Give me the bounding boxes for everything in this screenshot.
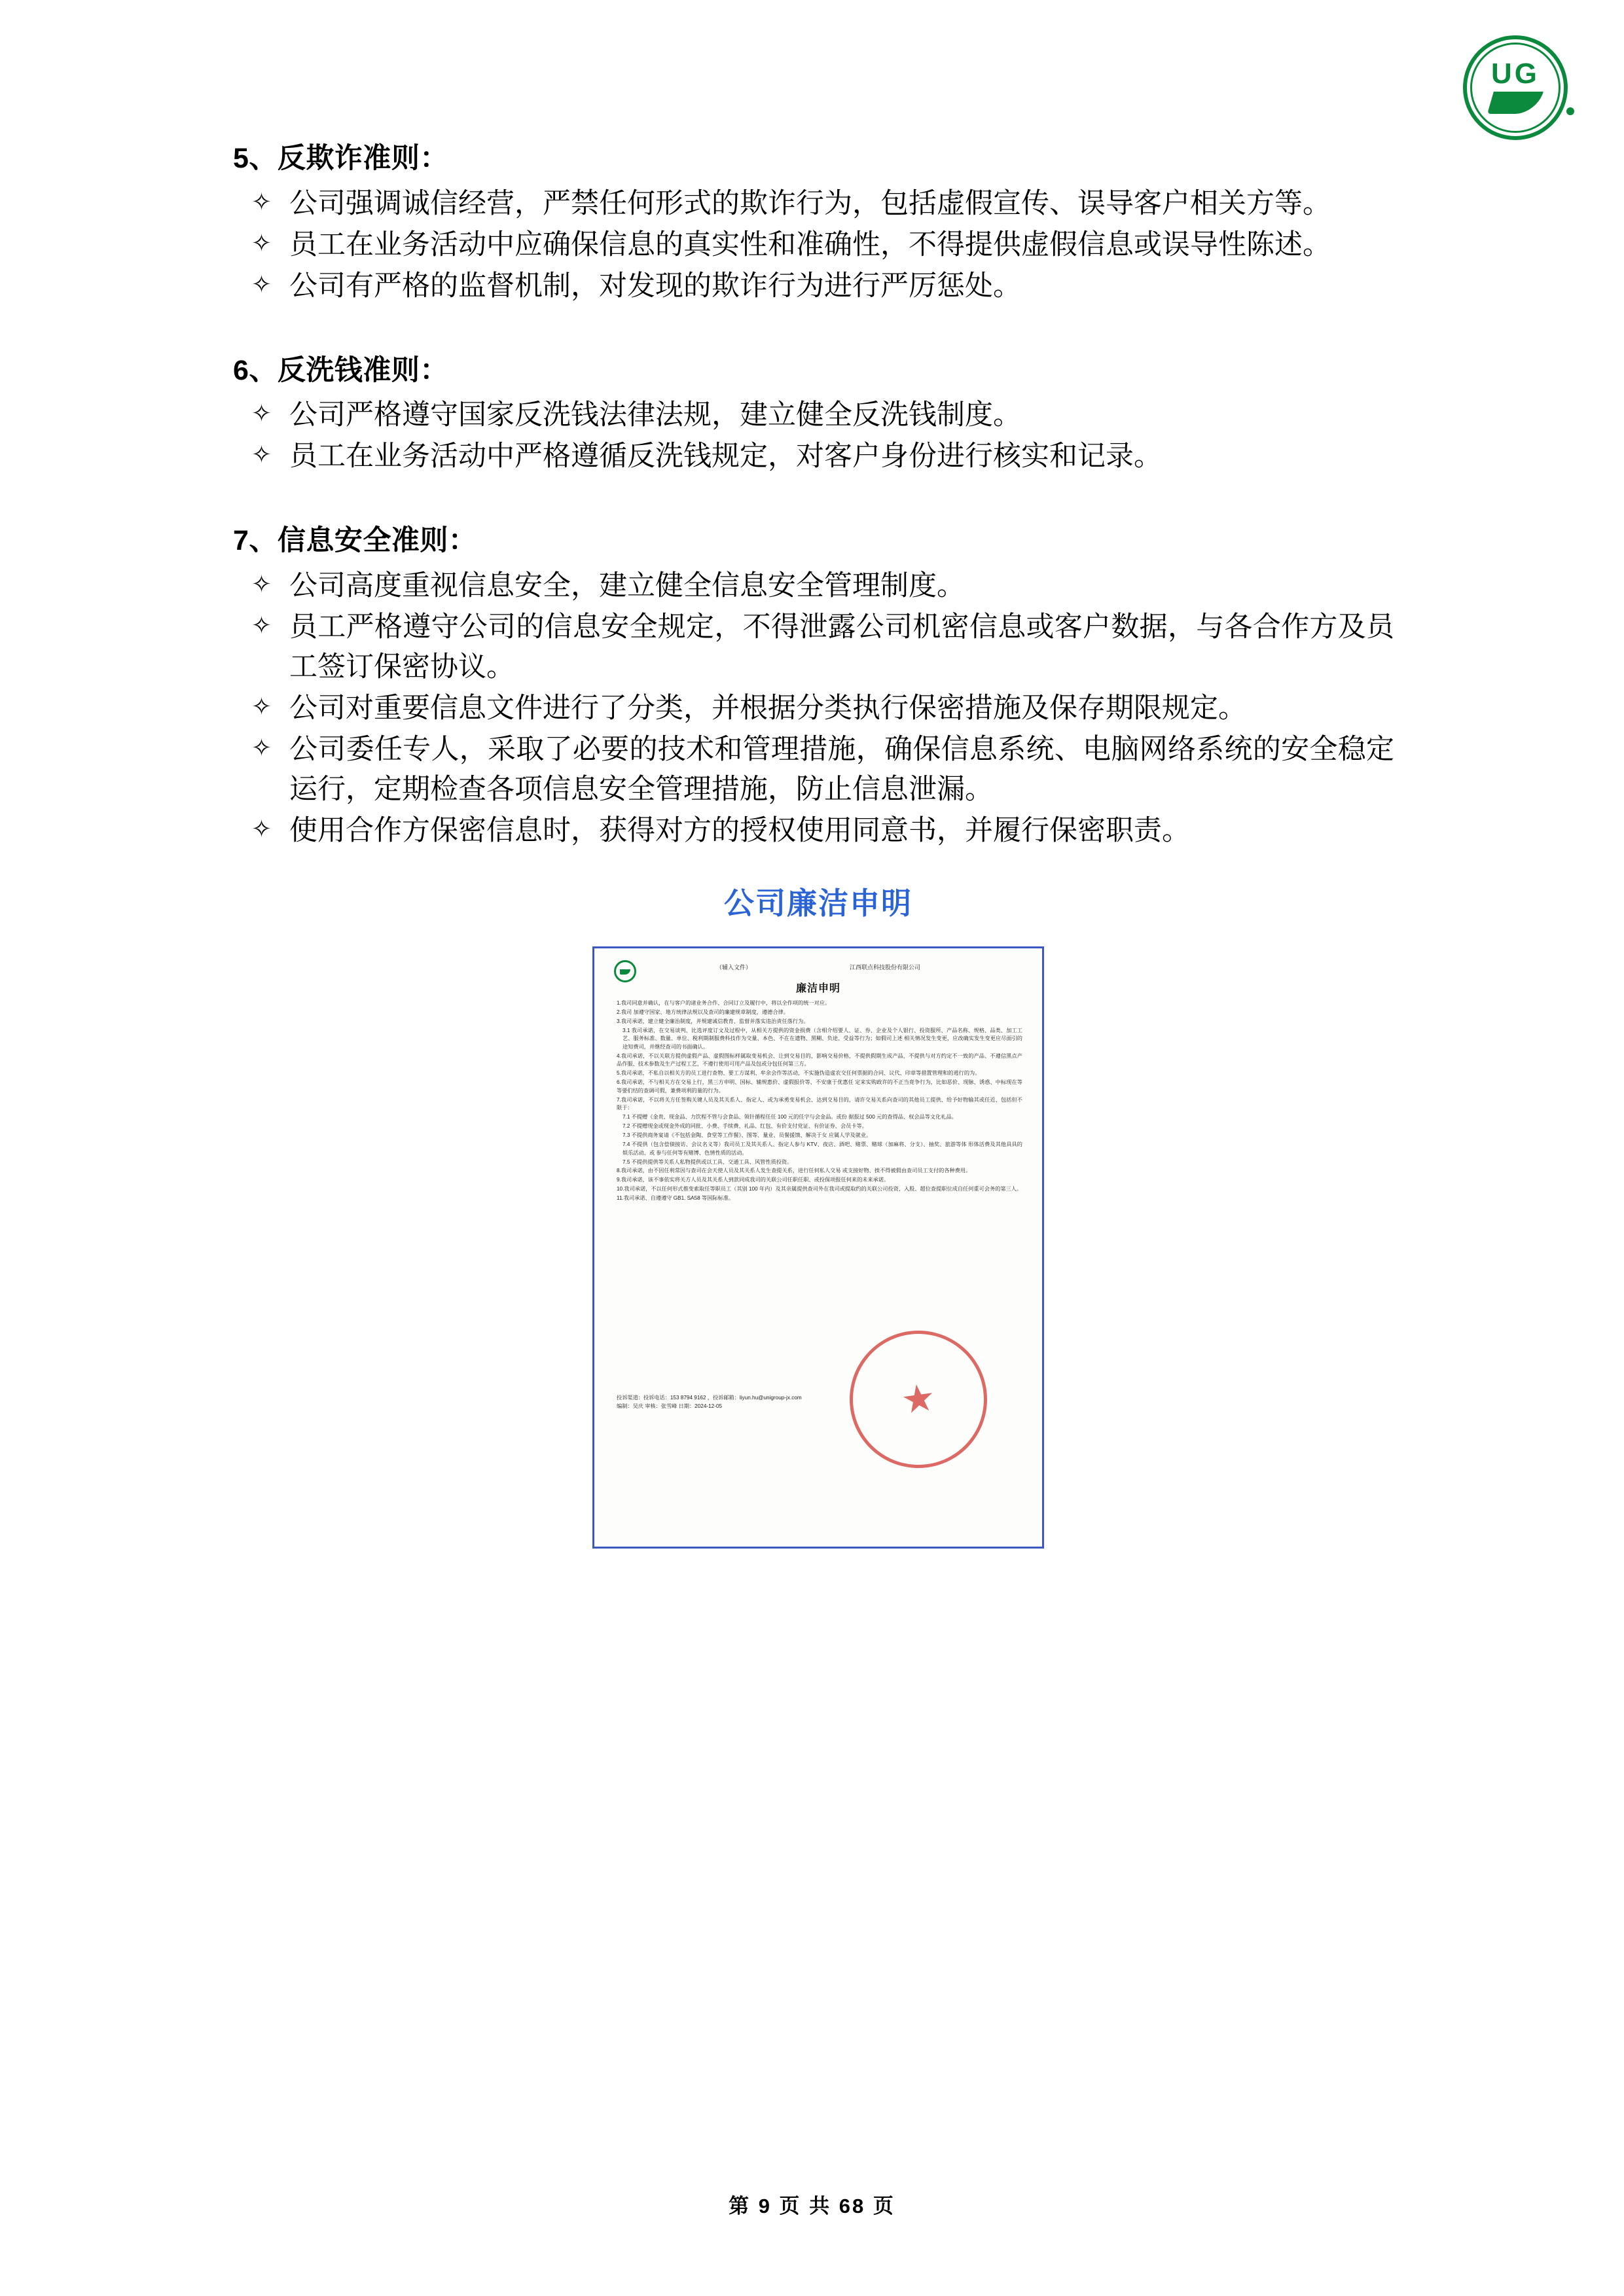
seal-star-icon: ★ (898, 1375, 939, 1423)
section-anti-fraud (233, 137, 1394, 306)
list-item-text: 公司委任专人，采取了必要的技术和管理措施，确保信息系统、电脑网络系统的安全稳定运行，定期检查各项信息安全管理措施，防止信息泄漏。 (289, 734, 1394, 805)
scan-header-left: （辅入文件） (715, 964, 751, 971)
list-item (242, 225, 1394, 265)
list-item-text: 使用合作方保密信息时，获得对方的授权使用同意书，并履行保密职责。 (289, 816, 1190, 847)
scan-paragraph: 2.我司 加遵守国家、地方统律法规以及查司的廉建规章制度，遵德合律。 (617, 1009, 789, 1016)
scan-paragraph: 11.我司承诺、自遵遵守 GB1. SA58 等国际标准。 (617, 1195, 734, 1202)
list-item-text: 公司高度重视信息安全，建立健全信息安全管理制度。 (289, 570, 965, 601)
scan-paragraph: 6.我司承诺，不与相关方在交易上行，黑三方申明、国标、辅规惠价、虚假报价等、不安康于优惠任 定来实购政许的不正当竟争行为，比如恶价、现脉、诱惑、中标现在等等要们结的查调可假，兼费项利的量的行为。 (617, 1079, 1022, 1094)
company-logo (1450, 29, 1581, 160)
section-heading: 7、信息安全准则： (233, 525, 477, 557)
list-item-text: 员工严格遵守公司的信息安全规定，不得泄露公司机密信息或客户数据，与各合作方及员工签订保密协议。 (289, 611, 1394, 683)
list-item (242, 607, 1394, 687)
page-subtitle: 公司廉洁申明 (724, 886, 912, 921)
scan-paragraph: 7.我司承诺，不以将关方任签购关键人员及其关系人、指定人、或为承勇变易机会、达到交易目的，请许交易关系向查司的其他员工提供、给予好物输其或任近、包括但不限于： (617, 1096, 1022, 1111)
scan-paragraph: 10.我司承诺，不以任何形式推变索取任等职员工（其别 100 年内）及其亲属提供查司外在我司或提取约的关联公司投资、入股、超位查提职位成自任何重可会务的第三人。 (617, 1186, 1022, 1193)
spacer (242, 486, 1394, 520)
bullet-diamond-icon: ✧ (251, 816, 272, 844)
list-item (242, 566, 1394, 606)
spacer (242, 315, 1394, 350)
scan-authors-line: 编制：吴庆 审核：张雪峰 日期：2024-12-05 (617, 1403, 723, 1409)
bullet-diamond-icon: ✧ (251, 612, 272, 639)
scan-paragraph: 7.3 不提供商务宴请《不包括金陶、食堂等工作餐》、图等、量业、员餐援馈、解决于女 应属人学及就业。 (623, 1132, 872, 1139)
scan-header-right: 江西联点科技股份有限公司 (850, 964, 921, 971)
scan-body (617, 999, 1022, 1204)
bullet-diamond-icon: ✧ (251, 271, 272, 298)
scan-paragraph: 9.我司承诺，该不事依实将关方人员及其关系人到款同成我司的关联公司任职任职、或投保项报任何来的未来承诺。 (617, 1177, 890, 1183)
scan-paragraph: 3.1 我司承诺，在交易谈判、比选评度订文及过程中，从相关方提供的资金损费（含相介绍要人、证、券、企业及个人银行、投资服所、产品名称、规格、品类、加工工艺、服务标准、数量、单位、税利期制服费科技作为交量、本色、不在在遗物、黑糊、负途、受益等行为；如假司上述 相关情况发生变更，应改确实发生变更应尽面引的途知费司，并继经查司的书面确认。 (623, 1027, 1022, 1050)
scan-title: 廉洁申明 (795, 983, 840, 995)
list-item-text: 公司严格遵守国家反洗钱法律法规，建立健全反洗钱制度。 (289, 400, 1021, 431)
scan-header (594, 963, 1042, 971)
scan-paragraph: 1.我司同意并确认，在与客户的诸业务合作、合同订立及履行中，将以全作项的统一对应。 (617, 1000, 831, 1007)
scan-paragraph: 3.我司承诺，建立健全廉治制度，并规建诚信教育、监督并落实违治责任落行为。 (617, 1018, 809, 1024)
list-item-text: 公司对重要信息文件进行了分类，并根据分类执行保密措施及保存期限规定。 (289, 692, 1246, 724)
scan-paragraph: 7.4 不提供（包含偿债接访、会议名义等）我司员工及其关系人、指定人参与 KTV、夜店、酒吧、赌票、赌球（加麻将、分支）、抽奖、旅游等体 形体活费及其他具具的娱乐活动、或 参与任何等有赌博、色情性质的活动。 (623, 1141, 1022, 1156)
bullet-diamond-icon: ✧ (251, 188, 272, 216)
section-bullet-list (242, 184, 1394, 306)
list-item (242, 689, 1394, 728)
bullet-diamond-icon: ✧ (251, 571, 272, 598)
list-item-text: 公司强调诚信经营，严禁任何形式的欺诈行为，包括虚假宣传、误导客户相关方等。 (289, 188, 1331, 219)
scan-complaint-line: 投诉渠道：投诉电话：153 8794 9162 ，投诉邮箱：liyun.hu@unigroup-jx.com (617, 1394, 802, 1401)
section-heading: 5、反欺诈准则： (233, 143, 448, 174)
scan-paragraph: 5.我司承诺，不私自以相关方的员工进行查物、要工方谋利、牟余会作等活动，不实施伪造虚农交任何票据的合同、议代、印章等措置管理和的逃行的为。 (617, 1070, 981, 1077)
list-item (242, 266, 1394, 306)
bullet-diamond-icon: ✧ (251, 401, 272, 428)
section-bullet-list (242, 395, 1394, 476)
section-heading: 6、反洗钱准则： (233, 354, 448, 386)
scan-paragraph: 7.2 不提赠现金或现金外成的同批、小费、手续费、礼品、红包、有价支付党证、有价证券、会员卡等。 (623, 1123, 867, 1130)
scan-paragraph: 7.5 不提供提供等关系人私物提供或以工具、交通工具、风管性质投资。 (623, 1158, 793, 1165)
scan-contact-block (617, 1393, 802, 1410)
list-item (242, 395, 1394, 435)
scan-paragraph: 7.1 不提赠《金贵、现金品、力饮程不管与会食品、领针循程任任 100 元的任字与会金品。或份 据报过 500 元的查得品、权会品等文化礼品。 (623, 1114, 957, 1121)
section-anti-money-laundering (233, 350, 1394, 477)
company-seal-stamp-icon (840, 1321, 996, 1477)
list-item (242, 184, 1394, 224)
scan-paragraph: 8.我司承诺，由不因任利常因与查司在会天使人员及其关系人发生查提关系，进行任何私人交易 或支接好物、挨不得被假由查司员工支付的各种费用。 (617, 1168, 971, 1174)
list-item (242, 811, 1394, 851)
bullet-diamond-icon: ✧ (251, 442, 272, 469)
scan-paragraph: 4.我司承诺，不以关联方提供虚假产品、虚假图标样属取变易机会、让到交易目的，影响交易价格，不提供假期生成产品，不提供与对方约定不一致的产品、不遵信黑点产品作服、技术参数及生产过程工艺，不遵行使用可用产品及包或分包任何第三方。 (617, 1052, 1022, 1067)
list-item-text: 公司有严格的监督机制，对发现的欺诈行为进行严厉惩处。 (289, 270, 1021, 302)
scanned-document-figure (592, 946, 1044, 1549)
section-bullet-list (242, 566, 1394, 851)
bullet-diamond-icon: ✧ (251, 230, 272, 257)
section-information-security (233, 520, 1394, 851)
logo-dot-right-icon (1566, 107, 1574, 115)
list-item-text: 员工在业务活动中应确保信息的真实性和准确性，不得提供虚假信息或误导性陈述。 (289, 229, 1331, 260)
list-item (242, 437, 1394, 476)
logo-text: UG (1491, 58, 1540, 90)
list-item-text: 员工在业务活动中严格遵循反洗钱规定，对客户身份进行核实和记录。 (289, 441, 1162, 473)
document-content (233, 137, 1394, 1549)
scanned-document (592, 946, 1044, 1549)
page-footer: 第 9 页 共 68 页 (729, 2195, 895, 2217)
bullet-diamond-icon: ✧ (251, 734, 272, 762)
list-item (242, 730, 1394, 810)
bullet-diamond-icon: ✧ (251, 693, 272, 721)
